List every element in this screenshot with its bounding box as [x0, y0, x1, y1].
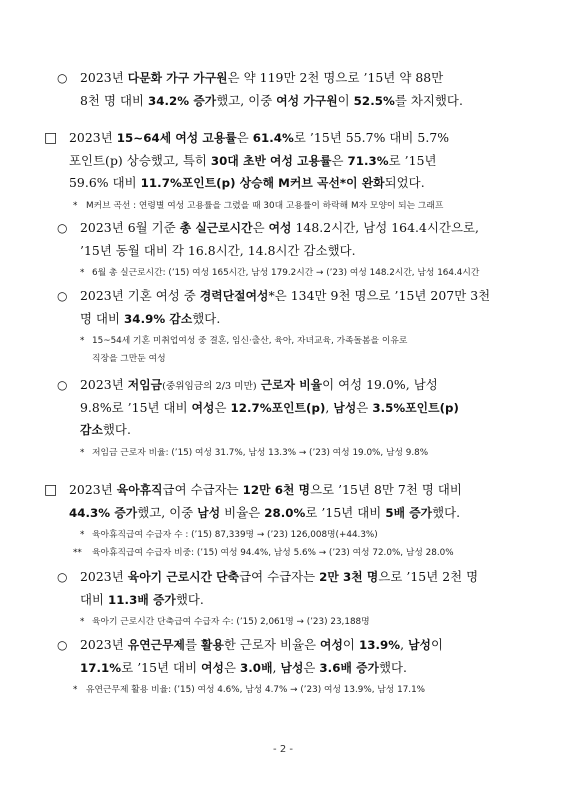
paragraph-line	[69, 150, 525, 173]
body-text: 은	[236, 130, 253, 145]
body-text: 2023년	[80, 70, 128, 85]
body-text: 은	[214, 399, 231, 415]
emphasis-text: 2만 3천 명	[319, 570, 379, 584]
body-text: 2023년	[69, 130, 117, 145]
emphasis-text: 육아기 근로시간 단축	[127, 570, 240, 584]
emphasis-text: 3.0배	[240, 660, 273, 675]
body-text: 급여 수급자는	[162, 482, 243, 497]
body-text: 2023년	[80, 637, 128, 652]
body-text: 은	[331, 152, 348, 168]
body-text: 2023년 6월 기준	[80, 220, 180, 235]
circle-bullet-icon: ○	[57, 638, 68, 652]
circle-bullet-icon: ○	[57, 570, 68, 584]
footnote-text: 육아기 근로시간 단축급여 수급자 수: (’15) 2,061명 → (’23) 23,188명	[92, 617, 370, 627]
body-text: 비율은	[220, 504, 265, 520]
emphasis-text: 52.5%	[353, 93, 395, 108]
emphasis-text: 감소	[80, 423, 103, 437]
footnote-text: M커브 곡선 : 연령별 여성 고용률을 그렸을 때 30대 고용률이 하락해 M자 모양이 되는 그래프	[86, 200, 444, 211]
body-text: 으로 ’15년 8만 7천 명 대비	[310, 482, 462, 497]
footnote-text: 저임금 근로자 비율: (’15) 여성 31.7%, 남성 13.3% → (’23) 여성 19.0%, 남성 9.8%	[92, 447, 429, 458]
body-text: 9.8%로 ’15년 대비	[80, 399, 192, 415]
body-text: 했다.	[192, 310, 221, 326]
footnote-marker: *	[80, 530, 85, 540]
emphasis-text: 육아휴직	[116, 483, 163, 497]
footnote-marker: *	[80, 268, 85, 278]
body-text: 2023년	[69, 482, 117, 497]
emphasis-text: 12만 6천 명	[242, 483, 311, 497]
circle-bullet-icon: ○	[57, 378, 68, 392]
body-text: 를 차지했다.	[394, 92, 463, 108]
body-text: 은	[252, 220, 269, 235]
body-text: 했고, 이중	[216, 92, 277, 108]
body-text: 이	[342, 637, 359, 652]
body-text: 포인트(p) 상승했고, 특히	[69, 152, 211, 168]
body-text: 으로 ’15년 2천 명	[378, 569, 479, 584]
paragraph-line	[80, 566, 525, 589]
emphasis-text: 3.5%포인트(p)	[372, 400, 459, 415]
body-text: 2023년 기혼 여성 중	[80, 288, 200, 303]
body-text: 59.6% 대비	[69, 175, 141, 190]
footnote-text: 육아휴직급여 수급자 비중: (’15) 여성 94.4%, 남성 5.6% → (’23) 여성 72.0%, 남성 28.0%	[92, 548, 454, 558]
paragraph-line	[69, 172, 525, 195]
body-text: 8천 명 대비	[80, 92, 148, 108]
emphasis-text: 남성	[280, 660, 304, 675]
paragraph-line	[80, 374, 525, 399]
emphasis-text: 15~64세 여성 고용률	[116, 131, 237, 145]
emphasis-text: 34.9% 감소	[124, 311, 193, 326]
emphasis-text: 11.3배 증가	[108, 592, 176, 607]
emphasis-text: 여성 가구원	[276, 93, 338, 108]
emphasis-text: 5배 증가	[385, 505, 433, 520]
paragraph-line	[80, 419, 525, 442]
body-text: 급여 수급자는	[239, 569, 320, 584]
body-text: 이	[431, 637, 444, 652]
emphasis-text: 남성	[197, 505, 221, 520]
emphasis-text: 저임금	[127, 378, 163, 392]
paragraph-line	[80, 657, 525, 680]
body-text: 명 대비	[80, 310, 125, 326]
paragraph-line	[69, 479, 525, 502]
paragraph-line	[80, 217, 525, 240]
emphasis-text: 경력단절여성	[199, 289, 269, 303]
emphasis-text: 총 실근로시간	[179, 221, 253, 235]
body-text: ,	[272, 659, 281, 675]
body-text: 했다.	[102, 422, 131, 437]
body-text: 2023년	[80, 569, 128, 584]
body-text: 했다.	[175, 591, 204, 607]
body-text: 대비	[80, 591, 109, 607]
footnote-marker: **	[73, 548, 82, 558]
paragraph-line	[80, 589, 525, 612]
emphasis-text: 71.3%	[347, 153, 389, 168]
footnote-marker: *	[73, 200, 78, 211]
body-text: ,	[400, 637, 409, 652]
emphasis-text: 남성	[408, 638, 432, 652]
body-text: 로 ’15년 대비	[305, 504, 386, 520]
paragraph-line	[80, 285, 525, 308]
emphasis-text: 30대 초반 여성 고용률	[210, 153, 332, 168]
emphasis-text: 활용	[201, 638, 224, 652]
paragraph-line	[80, 240, 525, 263]
emphasis-text: 28.0%	[264, 505, 306, 520]
paragraph-line	[80, 90, 525, 113]
emphasis-text: 44.3% 증가	[69, 505, 138, 520]
emphasis-text: 11.7%포인트(p) 상승해 M커브 곡선*이 완화	[140, 176, 385, 190]
paragraph-line	[69, 127, 525, 150]
body-text: 되었다.	[384, 175, 425, 190]
square-bullet-icon: □	[44, 130, 58, 146]
body-text: 했다.	[432, 504, 461, 520]
footnote-marker: *	[80, 336, 85, 346]
square-bullet-icon: □	[44, 482, 58, 498]
paragraph-line	[80, 67, 525, 90]
body-text: *은 134만 9천 명으로 ’15년 207만 3천	[268, 288, 491, 303]
circle-bullet-icon: ○	[57, 221, 68, 235]
footnote-text: 15~54세 기혼 미취업여성 중 결혼, 임신·출산, 육아, 자녀교육, 가족돌봄을 이유로	[92, 336, 408, 346]
emphasis-text: 여성	[320, 638, 343, 652]
emphasis-text: 34.2% 증가	[147, 93, 217, 108]
emphasis-text: 3.6배 증가	[319, 660, 379, 675]
footnote-marker: *	[80, 617, 85, 627]
body-text: 로 ’15년 대비	[121, 659, 202, 675]
footnote-text: 유연근무제 활용 비율: (’15) 여성 4.6%, 남성 4.7% → (’23) 여성 13.9%, 남성 17.1%	[86, 685, 426, 695]
page-number: - 2 -	[273, 744, 293, 755]
emphasis-text: 13.9%	[358, 638, 401, 652]
emphasis-text: 여성	[201, 660, 224, 675]
emphasis-text: 여성	[191, 400, 215, 415]
footnote-marker: *	[80, 447, 85, 458]
body-text: 은	[356, 399, 373, 415]
body-text: 이 여성 19.0%, 남성	[322, 377, 438, 392]
body-text: 한 근로자 비율은	[223, 637, 321, 652]
circle-bullet-icon: ○	[57, 289, 68, 303]
emphasis-text: 여성	[268, 221, 292, 235]
body-text: (중위임금의 2/3 미만)	[162, 381, 257, 392]
emphasis-text: 남성	[333, 400, 357, 415]
body-text: 로 ’15년	[388, 152, 437, 168]
paragraph-line	[80, 634, 525, 657]
body-text: 은 약 119만 2천 명으로 ’15년 약 88만	[227, 70, 444, 85]
emphasis-text: 근로자 비율	[260, 378, 323, 392]
footnote-text: 6월 총 실근로시간: (’15) 여성 165시간, 남성 179.2시간 → (’23) 여성 148.2시간, 남성 164.4시간	[92, 268, 480, 278]
body-text: 를	[184, 637, 201, 652]
emphasis-text: 다문화 가구 가구원	[127, 71, 228, 85]
body-text: 했고, 이중	[137, 504, 198, 520]
emphasis-text: 12.7%포인트(p)	[230, 400, 326, 415]
paragraph-line	[69, 502, 525, 525]
body-text: 은	[224, 659, 241, 675]
body-text: ,	[325, 399, 334, 415]
emphasis-text: 17.1%	[80, 660, 122, 675]
paragraph-line	[80, 397, 525, 420]
body-text: 했다.	[378, 659, 407, 675]
body-text: 148.2시간, 남성 164.4시간으로,	[291, 220, 480, 235]
footnote-text: 직장을 그만둔 여성	[92, 354, 166, 364]
footnote-text: 육아휴직급여 수급자 수 : (’15) 87,339명 → (’23) 126,008명(+44.3%)	[92, 530, 378, 540]
body-text: 은	[303, 659, 320, 675]
body-text: 로 ’15년 55.7% 대비 5.7%	[293, 130, 450, 145]
body-text: ’15년 동월 대비 각 16.8시간, 14.8시간 감소했다.	[80, 242, 356, 258]
paragraph-line	[80, 308, 525, 331]
body-text: 2023년	[80, 377, 128, 392]
footnote-marker: *	[73, 685, 78, 695]
body-text: 이	[337, 92, 354, 108]
emphasis-text: 61.4%	[252, 131, 294, 145]
emphasis-text: 유연근무제	[127, 638, 185, 652]
circle-bullet-icon: ○	[57, 71, 68, 85]
